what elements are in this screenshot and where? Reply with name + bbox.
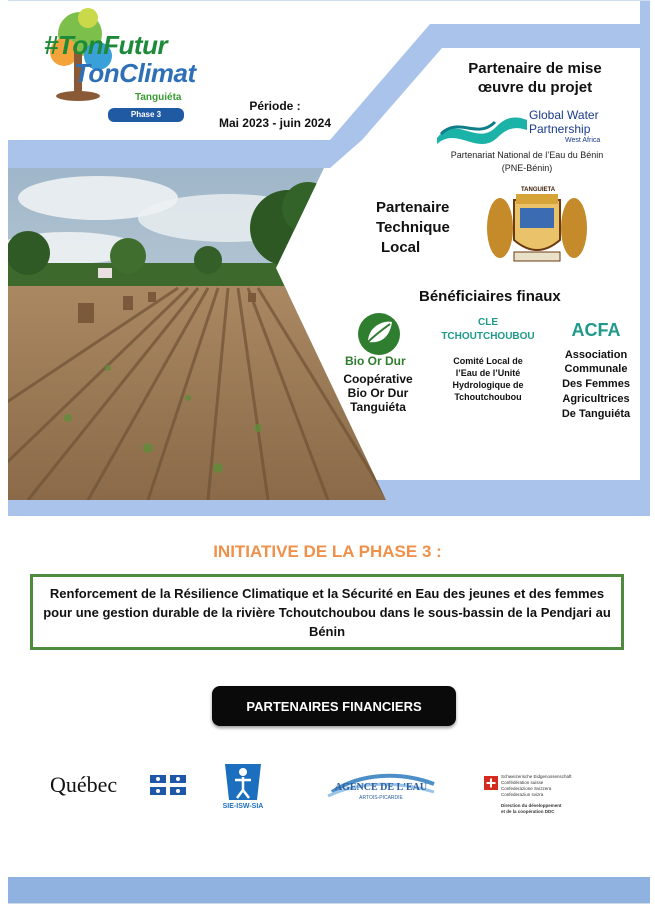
acfa-line5: De Tanguiéta (561, 408, 631, 420)
swiss-line3: Confederazione Svizzera (501, 786, 552, 791)
field-photo (8, 168, 386, 500)
pne-acronym: (PNE-Bénin) (501, 163, 553, 173)
cle-line2: l’Eau de l’Unité (455, 368, 521, 378)
period-range: Mai 2023 - juin 2024 (218, 116, 332, 130)
phase-badge: Phase 3 (108, 108, 184, 122)
brand-location: Tanguiéta (135, 92, 182, 103)
swiss-flag-icon (484, 776, 498, 790)
brand-line2: TonClimat (74, 58, 196, 88)
acfa-line1: Association (564, 349, 628, 361)
sie-logo-text: SIE-ISW-SIA (222, 803, 264, 810)
beneficiaries-heading: Bénéficiaires finaux (419, 288, 561, 305)
bio-line2: Bio Or Dur (347, 386, 409, 400)
acfa-acronym: ACFA (571, 320, 621, 340)
gwp-name-2: Partnership (529, 122, 591, 136)
cle-name: TCHOUTCHOUBOU (441, 331, 535, 342)
footer-divider (8, 903, 650, 904)
cle-line3: Hydrologique de (452, 380, 524, 390)
swiss-line5: Direction du développement (501, 803, 562, 808)
bio-line3: Tanguiéta (350, 400, 406, 414)
pne-name: Partenariat National de l’Eau du Bénin (450, 150, 604, 160)
swiss-line6: et de la coopération DDC (501, 809, 555, 814)
implementing-partner-heading-2: œuvre du projet (477, 79, 593, 96)
technical-partner-heading-1: Partenaire (376, 199, 450, 216)
bio-line1: Coopérative (343, 372, 413, 386)
implementing-partner-heading-1: Partenaire de mise (468, 60, 602, 77)
financial-partners-button[interactable]: PARTENAIRES FINANCIERS (212, 686, 456, 726)
technical-partner-heading-3: Local (381, 239, 421, 256)
cle-acronym: CLE (478, 317, 498, 328)
tanguieta-emblem-icon (484, 186, 590, 266)
acfa-line3: Des Femmes (562, 378, 630, 390)
agence-line2: ARTOIS-PICARDIE (359, 795, 403, 801)
agence-line1: AGENCE DE L'EAU (334, 782, 428, 793)
quebec-logo-text: Québec (50, 772, 118, 797)
acfa-line2: Communale (564, 363, 628, 375)
footer-bar (8, 877, 650, 903)
initiative-description: Renforcement de la Résilience Climatique et la Sécurité en Eau des jeunes et des femmes pour une gestion durable de la rivière Tchoutchoubou dans le sous-bassin de la Pendjari au Bénin (30, 574, 624, 650)
sie-logo-icon (221, 760, 265, 802)
period-label: Période : (249, 99, 301, 113)
bio-logo-text: Bio Or Dur (345, 354, 406, 368)
acfa-line4: Agricultrices (562, 393, 630, 405)
brand-line1: #TonFutur (44, 30, 168, 60)
gwp-wave-icon (437, 108, 527, 148)
initiative-title: INITIATIVE DE LA PHASE 3 : (213, 542, 442, 561)
gwp-region: West Africa (565, 137, 601, 144)
emblem-text: TANGUIETA (520, 187, 556, 193)
technical-partner-heading-2: Technique (376, 219, 450, 236)
gwp-name-1: Global Water (529, 108, 599, 122)
quebec-flag-icon (150, 775, 186, 795)
bio-or-dur-logo-icon (350, 312, 408, 356)
swiss-line4: Confederaziun svizra (501, 792, 544, 797)
cle-line4: Tchoutchoubou (454, 392, 522, 402)
cle-line1: Comité Local de (453, 356, 523, 366)
swiss-line2: Confédération suisse (501, 780, 544, 785)
swiss-line1: Schweizerische Eidgenossenschaft (501, 774, 572, 779)
